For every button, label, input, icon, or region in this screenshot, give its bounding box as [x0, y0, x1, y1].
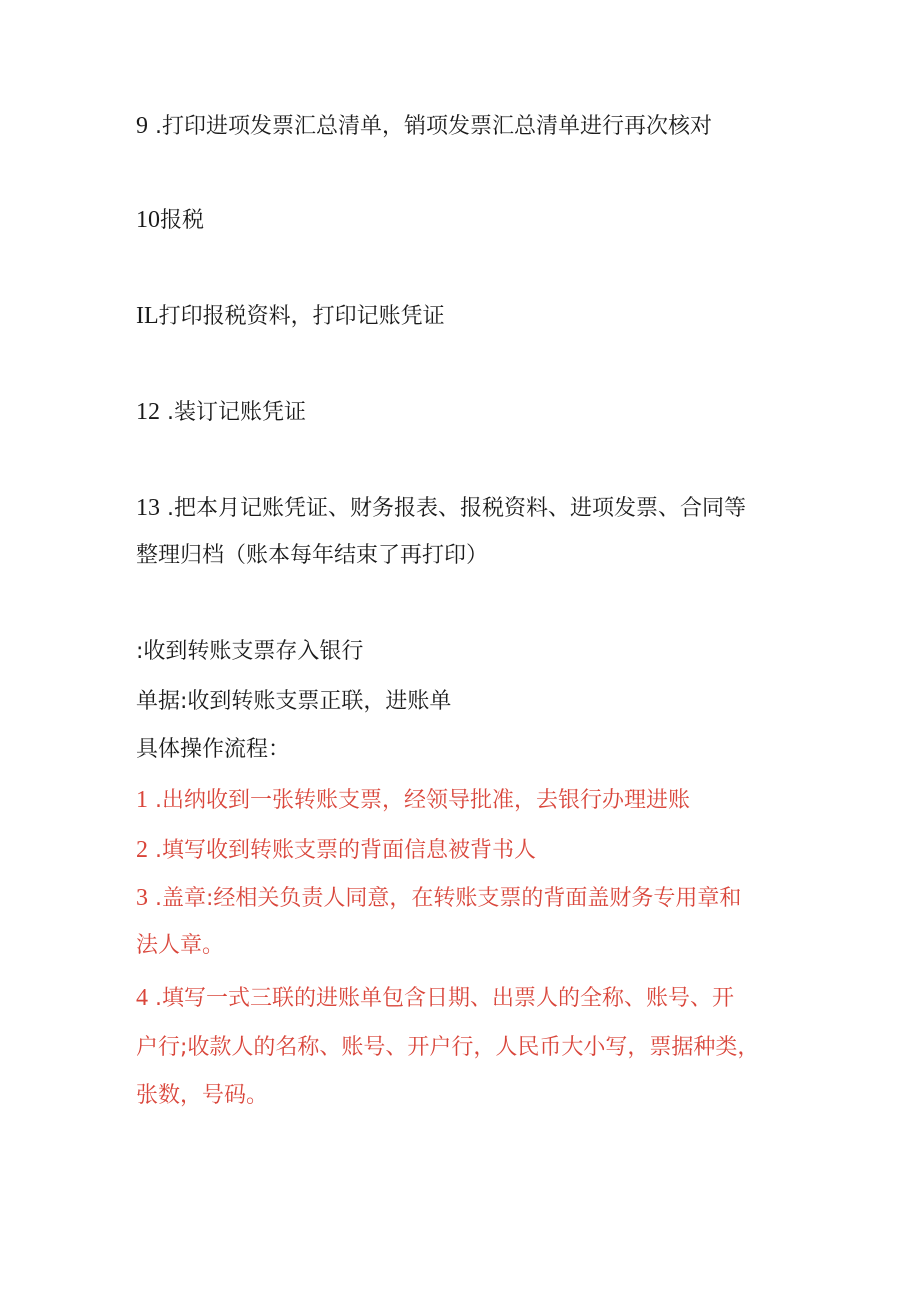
- flow-step-3: [136, 882, 796, 915]
- flow-step-4-continued-2: [136, 1080, 796, 1112]
- flow-label: 具体操作流程：: [136, 737, 291, 762]
- step-number: 9: [136, 113, 148, 139]
- flow-step-1: [136, 784, 796, 817]
- step-text-continued: 法人章。: [136, 933, 225, 958]
- step-text: .盖章:经相关负责人同意，在转账支票的背面盖财务专用章和: [148, 886, 742, 911]
- step-text: 报税: [160, 208, 205, 233]
- flow-step-2: [136, 834, 796, 867]
- flow-step-4-continued: [136, 1032, 796, 1064]
- documents-line: 单据:收到转账支票正联，进账单: [136, 689, 452, 714]
- section-heading: :收到转账支票存入银行: [136, 639, 364, 664]
- step-number: 2: [136, 837, 148, 863]
- step-number: 1: [136, 787, 148, 813]
- step-10: [136, 204, 796, 237]
- step-number: 13: [136, 495, 160, 521]
- step-text: .填写一式三联的进账单包含日期、出票人的全称、账号、开: [148, 986, 734, 1011]
- step-text: .装订记账凭证: [160, 400, 306, 425]
- step-13: [136, 492, 796, 525]
- step-number: IL: [136, 303, 159, 329]
- step-text-continued: 户行;收款人的名称、账号、开户行，人民币大小写，票据种类，: [136, 1035, 760, 1060]
- step-text: .把本月记账凭证、财务报表、报税资料、进项发票、合同等: [160, 496, 746, 521]
- step-11: [136, 300, 796, 333]
- step-number: 4: [136, 985, 148, 1011]
- step-9: [136, 110, 796, 143]
- step-text-continued: 张数，号码。: [136, 1083, 269, 1108]
- step-text: .填写收到转账支票的背面信息被背书人: [148, 838, 536, 863]
- flow-step-3-continued: [136, 930, 796, 962]
- step-text: .打印进项发票汇总清单，销项发票汇总清单进行再次核对: [148, 114, 712, 139]
- step-number: 3: [136, 885, 148, 911]
- step-13-continued: [136, 540, 796, 572]
- step-text: .出纳收到一张转账支票，经领导批准，去银行办理进账: [148, 788, 690, 813]
- flow-step-4: [136, 982, 796, 1015]
- step-number: 10: [136, 207, 160, 233]
- step-text-continued: 整理归档（账本每年结束了再打印）: [136, 543, 489, 568]
- step-number: 12: [136, 399, 160, 425]
- step-text: 打印报税资料，打印记账凭证: [158, 304, 445, 329]
- step-12: [136, 396, 796, 429]
